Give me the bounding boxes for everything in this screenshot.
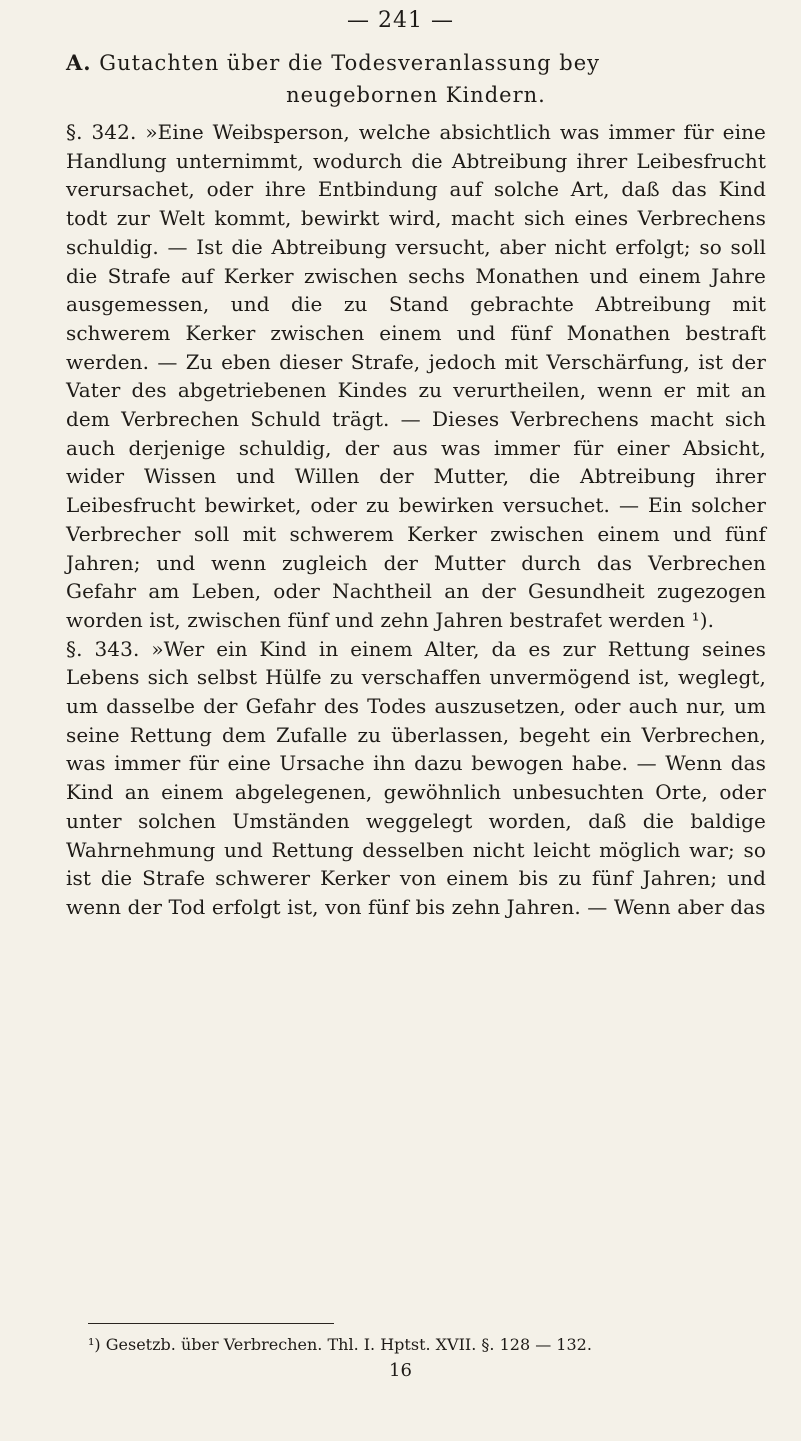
paragraph-343: §. 343. »Wer ein Kind in einem Alter, da es zur Rettung seines Lebens sich selbst Hülfe zu verschaffen unvermögend ist, weglegt, um dasselbe der Gefahr des Todes auszusetzen, oder auch nur, um seine Rettung dem Zufalle zu überlassen, begeht ein Verbrechen, was immer für eine Ursache ihn dazu bewogen habe. — Wenn das Kind an einem abgelegenen, gewöhnlich unbesuchten Orte, oder unter solchen Umständen weggelegt worden, daß die baldige Wahrnehmung und Rettung desselben nicht leicht möglich war; so ist die Strafe schwerer Kerker von einem bis zu fünf Jahren; und wenn der Tod erfolgt ist, von fünf bis zehn Jahren. — Wenn aber das xyxy=(66,636,766,919)
heading-line-2: neugebornen Kindern. xyxy=(286,83,546,107)
heading-line-1: Gutachten über die Todesveranlassung bey xyxy=(99,51,601,75)
section-heading xyxy=(66,48,766,110)
footnote: ¹) Gesetzb. über Verbrechen. Thl. I. Hptst. XVII. §. 128 — 132. xyxy=(88,1335,592,1354)
page-number: — 241 — xyxy=(347,8,454,33)
paragraph-342: §. 342. »Eine Weibsperson, welche absichtlich was immer für eine Handlung unternimmt, wodurch die Abtreibung ihrer Leibesfrucht verursachet, oder ihre Entbindung auf solche Art, daß das Kind todt zur Welt kommt, bewirkt wird, macht sich eines Verbrechens schuldig. — Ist die Abtreibung versucht, aber nicht erfolgt; so soll die Strafe auf Kerker zwischen sechs Monathen und einem Jahre ausgemessen, und die zu Stand gebrachte Abtreibung mit schwerem Kerker zwischen einem und fünf Monathen bestraft werden. — Zu eben dieser Strafe, jedoch mit Verschärfung, ist der Vater des abgetriebenen Kindes zu verurtheilen, wenn er mit an dem Verbrechen Schuld trägt. — Dieses Verbrechens macht sich auch derjenige schuldig, der aus was immer für einer Absicht, wider Wissen und Willen der Mutter, die Abtreibung ihrer Leibesfrucht bewirket, oder zu bewirken versuchet. — Ein solcher Verbrecher soll mit schwerem Kerker zwischen einem und fünf Jahren; und wenn zugleich der Mutter durch das Verbrechen Gefahr am Leben, oder Nachtheil an der Gesundheit zugezogen worden ist, zwischen fünf und zehn Jahren bestrafet werden ¹). xyxy=(66,120,766,632)
section-label: A. xyxy=(66,50,92,75)
body-text xyxy=(66,118,766,922)
signature-mark: 16 xyxy=(389,1360,412,1381)
footnote-divider xyxy=(88,1323,334,1324)
